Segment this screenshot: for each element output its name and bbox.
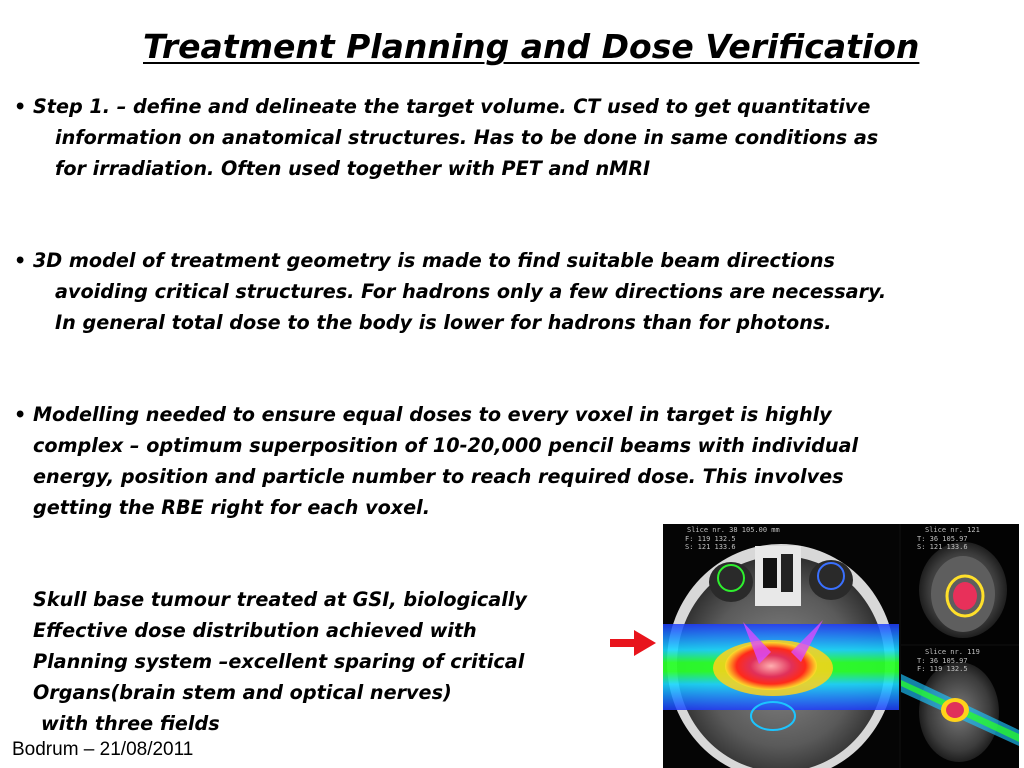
svg-text:T: 36 105.97: T: 36 105.97 <box>917 657 968 665</box>
bullet-3d-model <box>14 245 1024 338</box>
footer-date: Bodrum – 21/08/2011 <box>12 739 194 760</box>
bullet-line: information on anatomical structures. Has to be done in same conditions as <box>55 126 879 149</box>
svg-text:Slice nr. 121: Slice nr. 121 <box>925 526 980 534</box>
bullet-step-1 <box>14 91 1024 184</box>
bullet-line: In general total dose to the body is lower for hadrons than for photons. <box>55 311 832 334</box>
bullet-line: getting the RBE right for each voxel. <box>33 496 431 519</box>
bullet-line: energy, position and particle number to reach required dose. This involves <box>33 465 844 488</box>
caption-line: Effective dose distribution achieved with <box>33 619 477 642</box>
bullet-line: avoiding critical structures. For hadrons only a few directions are necessary. <box>55 280 887 303</box>
caption-line: with three fields <box>41 712 220 735</box>
caption-line: Skull base tumour treated at GSI, biologically <box>33 588 527 611</box>
bullet-line: Modelling needed to ensure equal doses to every voxel in target is highly <box>32 403 832 426</box>
svg-text:Slice nr. 119: Slice nr. 119 <box>925 648 980 656</box>
ct-dose-overlay-image <box>663 524 1019 768</box>
caption-line: Organs(brain stem and optical nerves) <box>33 681 452 704</box>
bullet-marker: • <box>14 249 27 272</box>
bullet-line: complex – optimum superposition of 10-20,000 pencil beams with individual <box>33 434 859 457</box>
svg-text:S: 121 133.6: S: 121 133.6 <box>917 543 968 551</box>
bullet-line: for irradiation. Often used together with PET and nMRI <box>55 157 651 180</box>
bullet-marker: • <box>14 95 27 118</box>
bullet-modelling <box>14 399 1024 523</box>
bullet-line: 3D model of treatment geometry is made to find suitable beam directions <box>32 249 835 272</box>
bullet-line: Step 1. – define and delineate the target volume. CT used to get quantitative <box>32 95 871 118</box>
svg-text:F: 119 132.5: F: 119 132.5 <box>917 665 968 673</box>
svg-text:T: 36 105.97: T: 36 105.97 <box>917 535 968 543</box>
bullet-marker: • <box>14 403 27 426</box>
svg-text:F: 119 132.5: F: 119 132.5 <box>685 535 736 543</box>
slide-title: Treatment Planning and Dose Verification <box>143 27 920 66</box>
svg-text:S: 121 133.6: S: 121 133.6 <box>685 543 736 551</box>
right-arrow-icon <box>610 630 656 656</box>
caption-line: Planning system –excellent sparing of critical <box>33 650 525 673</box>
dose-distribution-image <box>663 524 1019 768</box>
svg-text:Slice nr. 38 105.00 mm: Slice nr. 38 105.00 mm <box>687 526 780 534</box>
figure-caption <box>33 584 527 739</box>
